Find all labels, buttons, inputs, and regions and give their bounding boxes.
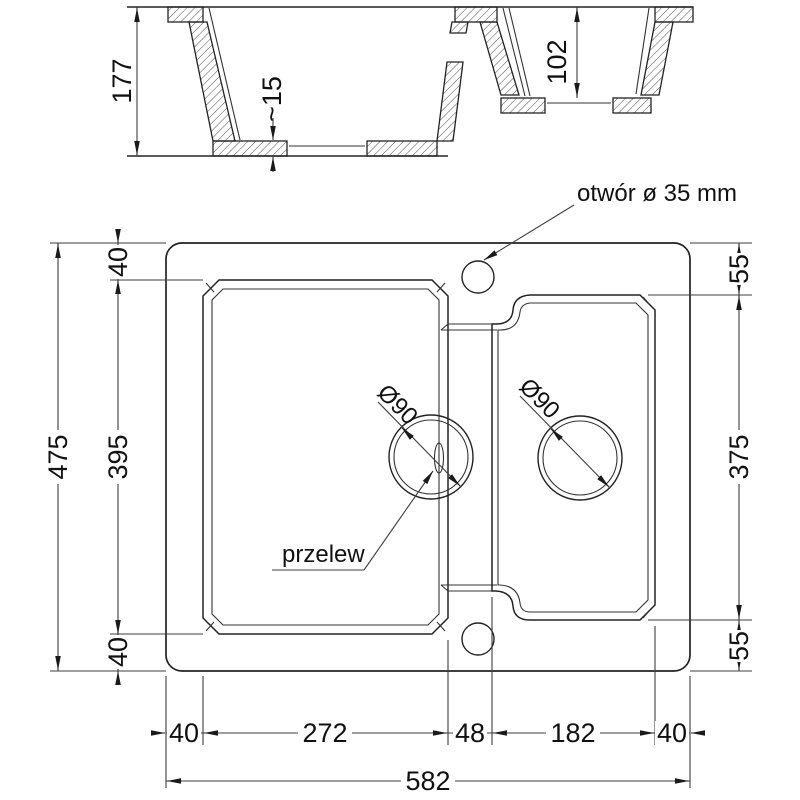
section-right-wall-hatch [501,7,693,113]
dim-overall-height: 475 [43,434,73,480]
left-bowl-outline [203,280,448,634]
dim-right-bowl-height: 375 [724,434,754,480]
section-left-wall-hatch [168,7,437,156]
left-bowl-corner-seams [206,283,445,631]
label-drain-left: Ø90 [371,379,423,431]
sink-outline [166,243,690,671]
dim-small-bowl-depth: 102 [542,39,572,85]
overflow-leader [364,471,433,570]
dimension-arrows [58,229,739,781]
dim-right-bottom-margin: 55 [724,630,754,662]
right-bowl-inner-rim [498,303,648,612]
left-bowl-inner-rim [212,289,439,625]
dim-divider-width: 48 [454,718,486,748]
extension-lines [50,243,752,788]
dim-right-margin: 40 [656,718,688,748]
tap-hole-leader [484,205,574,260]
right-bowl-corner-seams [643,297,650,618]
dim-right-bowl-width: 182 [550,718,596,748]
dim-left-margin: 40 [168,718,200,748]
label-tap-hole: otwór ø 35 mm [577,180,738,207]
label-overflow: przelew [282,541,365,568]
dim-left-bottom-margin: 40 [103,636,133,668]
annotations [272,180,737,570]
dim-total-depth: 177 [107,58,137,104]
label-drain-right: Ø90 [513,373,565,425]
channel-lines [441,324,497,591]
plan-view [166,243,690,671]
dim-floor-thickness: ~15 [257,76,287,122]
dim-overall-width: 582 [405,766,451,796]
tap-hole-top [462,261,494,293]
dim-left-top-margin: 40 [103,246,133,278]
section-view [107,7,693,172]
right-bowl-outline [492,295,655,620]
tap-hole-bottom [462,623,494,655]
dim-right-top-margin: 55 [724,253,754,285]
dim-left-bowl-height: 395 [103,434,133,480]
dim-left-bowl-width: 272 [302,718,348,748]
section-divider-hatch [437,7,519,141]
